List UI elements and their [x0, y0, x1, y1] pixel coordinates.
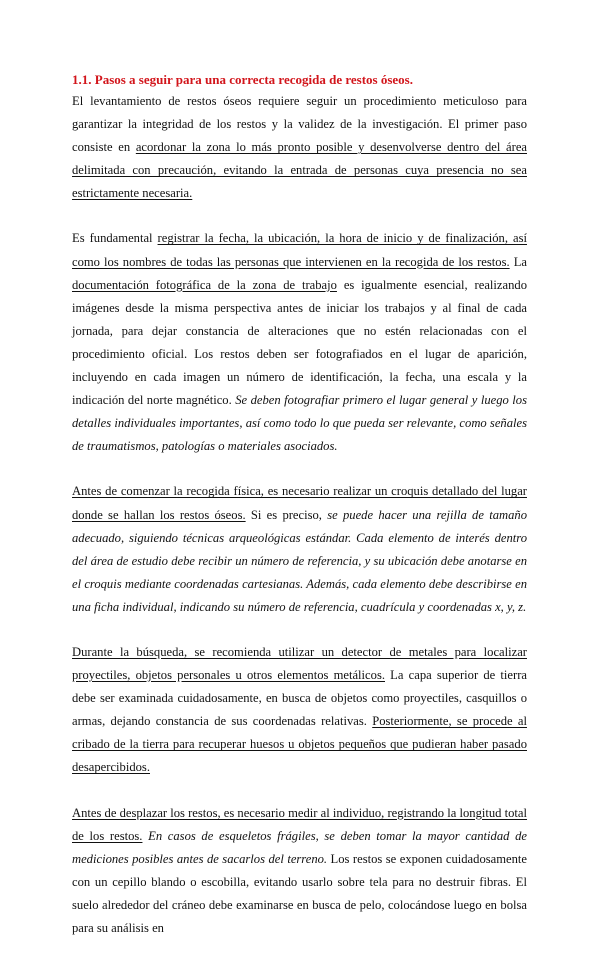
p2-underlined-1: registrar la fecha, la ubicación, la hora de inicio y de finalización, así como los nombres de todas las personas que intervienen en la recogida de los restos.	[72, 231, 527, 269]
p3-italic-1: se puede hacer una rejilla de tamaño adecuado, siguiendo técnicas arqueológicas estándar. Cada elemento de interés dentro del área de estudio debe recibir un número de referencia, y su ubicación debe anotarse en el croquis mediante coordenadas cartesianas. Además, cada elemento debe describirse en una ficha individual, indicando su número de referencia, cuadrícula y coordenadas x, y, z.	[72, 507, 527, 614]
document-page	[72, 70, 527, 962]
paragraph-4	[72, 641, 527, 780]
p4-underlined-2: Posteriormente, se procede al cribado de la tierra para recuperar huesos u objetos pequeños que pudieran haber pasado desapercibidos.	[72, 714, 527, 775]
p5-underlined-1: Antes de desplazar los restos, es necesario medir al individuo, registrando la longitud total de los restos.	[72, 805, 528, 843]
p2-text-1: Es fundamental	[72, 231, 158, 246]
p2-text-3: es igualmente esencial, realizando imágenes desde la misma perspectiva antes de iniciar los trabajos y al final de cada jornada, para dejar constancia de alteraciones que no estén relacionadas con el procedimiento oficial. Los restos deben ser fotografiados en el lugar de aparición, incluyendo en cada imagen un número de identificación, la fecha, una escala y la indicación del norte magnético.	[72, 277, 527, 408]
paragraph-3	[72, 480, 527, 619]
paragraph-5	[72, 802, 527, 941]
p4-underlined-1: Durante la búsqueda, se recomienda utilizar un detector de metales para localizar proyectiles, objetos personales u otros elementos metálicos.	[72, 644, 527, 683]
p4-text-1: La capa superior de tierra debe ser examinada cuidadosamente, en busca de objetos como proyectiles, casquillos o armas, dejando constancia de sus coordenadas relativas.	[72, 668, 527, 729]
paragraph-1	[72, 90, 527, 205]
p1-text-1: El levantamiento de restos óseos requiere seguir un procedimiento meticuloso para garantizar la integridad de los restos y la validez de la investigación. El primer paso consiste en	[72, 94, 527, 155]
p5-text-2: Los restos se exponen cuidadosamente con un cepillo blando o escobilla, evitando usarlo sobre tela para no destruir fibras. El suelo alrededor del cráneo debe examinarse en busca de pelo, colocándose luego en bolsa para su análisis en	[72, 851, 528, 935]
p3-text-1: Si es preciso,	[245, 507, 328, 522]
p1-underlined-1: acordonar la zona lo más pronto posible y desenvolverse dentro del área delimitada con precaución, evitando la entrada de personas cuya presencia no sea estrictamente necesaria.	[72, 140, 527, 201]
paragraph-2	[72, 227, 527, 458]
section-heading: 1.1. Pasos a seguir para una correcta recogida de restos óseos.	[72, 72, 413, 87]
p2-italic-1: Se deben fotografiar primero el lugar general y luego los detalles individuales importantes, así como todo lo que pueda ser relevante, como señales de traumatismos, patologías o materiales asociados.	[72, 393, 527, 454]
p2-text-2: La	[509, 254, 527, 269]
p2-underlined-2: documentación fotográfica de la zona de trabajo	[72, 277, 337, 292]
p3-underlined-1: Antes de comenzar la recogida física, es necesario realizar un croquis detallado del lugar donde se hallan los restos óseos.	[72, 484, 527, 522]
p5-italic-1: En casos de esqueletos frágiles, se deben tomar la mayor cantidad de mediciones posibles antes de sacarlos del terreno.	[72, 828, 527, 866]
